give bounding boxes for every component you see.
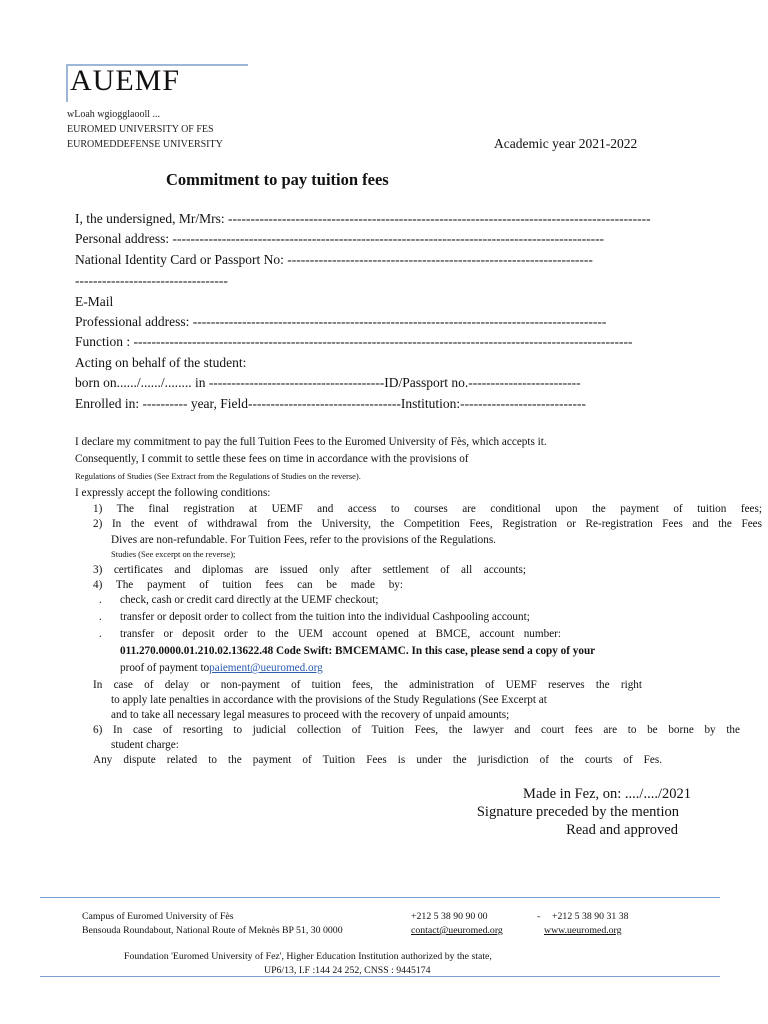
footer-email-link[interactable]: contact@ueuromed.org — [411, 925, 503, 936]
payment-method-1: check, cash or credit card directly at the UEMF checkout; — [120, 594, 379, 606]
read-approved: Read and approved — [566, 822, 678, 838]
footer-dash: - — [537, 911, 541, 922]
undersigned-field: I, the undersigned, Mr/Mrs: ---------------------------------------------------------------------------------------------- — [75, 211, 651, 226]
declaration-line-1: I declare my commitment to pay the full Tuition Fees to the Euromed University of Fès, which accepts it. — [75, 436, 547, 448]
university-name-line: EUROMED UNIVERSITY OF FES — [67, 124, 214, 135]
condition-1: 1) The final registration at UEMF and access to courses are conditional upon the payment of tuition fees; — [93, 503, 762, 515]
document-title: Commitment to pay tuition fees — [166, 170, 389, 189]
condition-5-continued: to apply late penalties in accordance with the provisions of the Study Regulations (See Excerpt at — [111, 694, 547, 706]
bullet-marker: . — [99, 611, 102, 623]
payment-method-3: transfer or deposit order to the UEM account opened at BMCE, account number: — [120, 628, 561, 640]
function-field: Function : --------------------------------------------------------------------------------------------------------------- — [75, 334, 633, 349]
arabic-name-line: wLoah wgiogglaooll ... — [67, 109, 161, 120]
enrollment-field: Enrolled in: ---------- year, Field----------------------------------Institution:---------------------------- — [75, 396, 586, 411]
academic-year: Academic year 2021-2022 — [494, 136, 638, 151]
national-id-field: National Identity Card or Passport No: -------------------------------------------------------------------- — [75, 252, 593, 267]
jurisdiction-clause: Any dispute related to the payment of Tuition Fees is under the jurisdiction of the courts of Fes. — [93, 754, 662, 766]
footer-address: Bensouda Roundabout, National Route of Meknès BP 51, 30 0000 — [82, 925, 343, 936]
professional-address-field: Professional address: -------------------------------------------------------------------------------------------- — [75, 314, 607, 329]
university-subname-line: EUROMEDDEFENSE UNIVERSITY — [67, 139, 223, 150]
condition-2-continued: Dives are non-refundable. For Tuition Fees, refer to the provisions of the Regulations. — [111, 534, 496, 546]
email-field: E-Mail — [75, 294, 114, 309]
declaration-line-3: Regulations of Studies (See Extract from the Regulations of Studies on the reverse). — [75, 471, 361, 481]
proof-of-payment-line — [120, 662, 323, 674]
condition-5: In case of delay or non-payment of tuition fees, the administration of UEMF reserves the right — [93, 679, 642, 691]
condition-3: 3) certificates and diplomas are issued only after settlement of all accounts; — [93, 564, 526, 576]
condition-6-continued: student charge: — [111, 739, 179, 751]
condition-4: 4) The payment of tuition fees can be made by: — [93, 579, 403, 591]
payment-method-2: transfer or deposit order to collect from the tuition into the individual Cashpooling account; — [120, 611, 530, 623]
bank-account-details: 011.270.0000.01.210.02.13622.48 Code Swift: BMCEMAMC. In this case, please send a copy of your — [120, 645, 596, 657]
footer-website-link[interactable]: www.ueuromed.org — [544, 925, 622, 936]
place-date: Made in Fez, on: ..../..../2021 — [523, 786, 691, 802]
condition-2-note: Studies (See excerpt on the reverse); — [111, 549, 236, 559]
acting-on-behalf-label: Acting on behalf of the student: — [75, 355, 247, 370]
bullet-marker: . — [99, 628, 102, 640]
condition-2: 2) In the event of withdrawal from the University, the Competition Fees, Registration or Re-registration Fees and the Fees — [93, 518, 762, 530]
national-id-field-continued: ---------------------------------- — [75, 273, 228, 288]
footer-foundation: Foundation 'Euromed University of Fez', Higher Education Institution authorized by the state, — [124, 951, 492, 962]
signature-instruction: Signature preceded by the mention — [476, 804, 679, 820]
personal-address-field: Personal address: ------------------------------------------------------------------------------------------------ — [75, 231, 605, 246]
footer-campus: Campus of Euromed University of Fès — [82, 911, 234, 922]
footer-top-divider — [40, 897, 720, 898]
footer-registration: UP6/13, I.F :144 24 252, CNSS : 9445174 — [264, 965, 431, 976]
condition-5-continued-2: and to take all necessary legal measures to proceed with the recovery of unpaid amounts; — [111, 709, 510, 721]
proof-of-payment-text: proof of payment to — [120, 662, 210, 674]
payment-email-link[interactable]: paiement@ueuromed.org — [209, 662, 323, 674]
birth-id-field: born on....../....../........ in ---------------------------------------ID/Passport no.------------------------- — [75, 375, 581, 390]
footer-phone-1: +212 5 38 90 90 00 — [411, 911, 488, 922]
university-logo: AUEMF — [70, 64, 181, 97]
declaration-line-2: Consequently, I commit to settle these fees on time in accordance with the provisions of — [75, 453, 469, 465]
condition-6: 6) In case of resorting to judicial collection of Tuition Fees, the lawyer and court fees are to be borne by the — [93, 724, 740, 736]
conditions-intro: I expressly accept the following conditions: — [75, 487, 271, 499]
footer-phone-2: +212 5 38 90 31 38 — [552, 911, 629, 922]
bullet-marker: . — [99, 594, 102, 606]
footer-bottom-divider — [40, 976, 720, 977]
